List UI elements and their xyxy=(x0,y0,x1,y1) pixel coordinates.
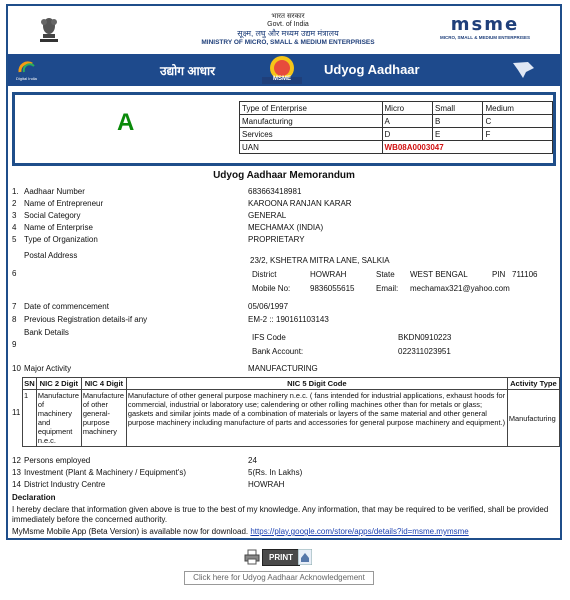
postal-label: Postal Address xyxy=(24,251,78,260)
enterprise-type-cell: A xyxy=(382,115,432,128)
nic-cell-nic5: Manufacture of other general purpose machinery n.e.c. ( fans intended for industrial applications, exhaust hoods for commercial, industrial or laboratory use; calendering or other rolling machines other than for metals or glass; gaskets and similar joints made of a combination of materials or layers of the same material and other general purpose machinery including manufacture of parts and accessories for general purpose machinery and equipment.) xyxy=(126,390,507,447)
field-label: Aadhaar Number xyxy=(24,187,85,196)
field-label: Social Category xyxy=(24,211,81,220)
district-value: HOWRAH xyxy=(310,270,347,279)
prev-reg-num: 8 xyxy=(12,315,17,324)
prev-reg-label: Previous Registration details-if any xyxy=(24,315,148,324)
field-num: 1. xyxy=(12,187,19,196)
mobile-value: 9836055615 xyxy=(310,284,355,293)
app-text: MyMsme Mobile App (Beta Version) is available now for download. xyxy=(12,527,249,536)
enterprise-type-row xyxy=(240,102,553,115)
field-num: 5 xyxy=(12,235,17,244)
ifs-label: IFS Code xyxy=(252,333,286,342)
declaration-title: Declaration xyxy=(12,493,56,502)
field-value: KAROONA RANJAN KARAR xyxy=(248,199,352,208)
prev-reg-value: EM-2 :: 190161103143 xyxy=(248,315,329,324)
district-label: District xyxy=(252,270,277,279)
print-button[interactable] xyxy=(244,547,300,567)
postal-line: 23/2, KSHETRA MITRA LANE, SALKIA xyxy=(250,256,390,265)
national-emblem-icon xyxy=(34,12,64,48)
pin-label: PIN xyxy=(492,270,506,279)
field-value: GENERAL xyxy=(248,211,287,220)
nic-cell-sn: 1 xyxy=(23,390,37,447)
msme-badge: MSME xyxy=(252,55,312,85)
bank-account-label: Bank Account: xyxy=(252,347,304,356)
app-store-link[interactable]: https://play.google.com/store/apps/details?id=msme.mymsme xyxy=(250,527,469,536)
enterprise-type-cell: Micro xyxy=(382,102,432,115)
enterprise-type-cell: B xyxy=(432,115,483,128)
enterprise-type-cell: Medium xyxy=(483,102,553,115)
investment-label: Investment (Plant & Machinery / Equipment's) xyxy=(24,468,187,477)
uan-value: WB08A0003047 xyxy=(382,141,552,154)
ministry-name: MINISTRY OF MICRO, SMALL & MEDIUM ENTERPRISES xyxy=(201,39,375,46)
enterprise-type-row xyxy=(240,128,553,141)
ifs-value: BKDN0910223 xyxy=(398,333,452,342)
investment-num: 13 xyxy=(12,468,21,477)
major-activity-num: 10 xyxy=(12,364,21,373)
msme-logo: msme MICRO, SMALL & MEDIUM ENTERPRISES xyxy=(430,14,540,40)
field-num: 4 xyxy=(12,223,17,232)
dic-value: HOWRAH xyxy=(248,480,285,489)
field-label: Name of Entrepreneur xyxy=(24,199,104,208)
email-value: mechamax321@yahoo.com xyxy=(410,284,510,293)
app-download-line xyxy=(12,527,469,536)
uan-label: UAN xyxy=(240,141,383,154)
enterprise-type-cell: Services xyxy=(240,128,383,141)
uan-row xyxy=(240,141,553,154)
digital-india-icon xyxy=(16,60,46,74)
home-icon[interactable] xyxy=(298,549,312,565)
commencement-label: Date of commencement xyxy=(24,302,109,311)
enterprise-type-cell: Manufacturing xyxy=(240,115,383,128)
investment-value: 5(Rs. In Lakhs) xyxy=(248,468,303,477)
msme-subtitle: MICRO, SMALL & MEDIUM ENTERPRISES xyxy=(440,35,530,40)
print-label: PRINT xyxy=(262,549,300,566)
bank-account-value: 022311023951 xyxy=(398,347,451,356)
india-map-icon xyxy=(508,60,538,80)
acknowledgement-button[interactable]: Click here for Udyog Aadhaar Acknowledgement xyxy=(184,571,374,585)
postal-num: 6 xyxy=(12,269,17,278)
field-num: 2 xyxy=(12,199,17,208)
dic-label: District Industry Centre xyxy=(24,480,106,489)
field-value: 683663418981 xyxy=(248,187,302,196)
field-value: PROPRIETARY xyxy=(248,235,305,244)
field-label: Name of Enterprise xyxy=(24,223,93,232)
field-value: MECHAMAX (INDIA) xyxy=(248,223,324,232)
memorandum-title: Udyog Aadhaar Memorandum xyxy=(213,170,355,181)
field-label: Type of Organization xyxy=(24,235,98,244)
commencement-value: 05/06/1997 xyxy=(248,302,289,311)
nic-header-cell: NIC 5 Digit Code xyxy=(126,378,507,390)
declaration-text: I hereby declare that information given above is true to the best of my knowledge. Any information, that may be required to be verified, shall be provided immediately before the concerned authority. xyxy=(12,505,549,524)
pin-value: 711106 xyxy=(512,270,538,279)
bank-num: 9 xyxy=(12,340,17,349)
hindi-govt-text: भारत सरकार xyxy=(271,13,305,20)
enterprise-type-cell: E xyxy=(432,128,483,141)
enterprise-type-cell: Type of Enterprise xyxy=(240,102,383,115)
enterprise-class-letter: A xyxy=(117,109,135,136)
nic-cell-nic4: Manufacture of other general-purpose machinery xyxy=(81,390,126,447)
nic-header-cell: NIC 2 Digit xyxy=(36,378,81,390)
state-value: WEST BENGAL xyxy=(410,270,468,279)
table-row xyxy=(23,390,560,447)
enterprise-type-cell: C xyxy=(483,115,553,128)
govt-of-india-text: Govt. of India xyxy=(267,21,309,28)
persons-num: 12 xyxy=(12,456,21,465)
nic-header-cell: NIC 4 Digit xyxy=(81,378,126,390)
state-label: State xyxy=(376,270,395,279)
enterprise-type-cell: F xyxy=(483,128,553,141)
banner-english-title: Udyog Aadhaar xyxy=(324,62,420,77)
email-label: Email: xyxy=(376,284,399,293)
nic-table xyxy=(22,377,560,447)
nic-header-cell: Activity Type xyxy=(507,378,559,390)
nic-header-cell: SN xyxy=(24,379,35,388)
mobile-label: Mobile No: xyxy=(252,284,291,293)
commencement-num: 7 xyxy=(12,302,17,311)
enterprise-type-table xyxy=(239,101,553,154)
nic-num: 11 xyxy=(12,408,21,417)
ministry-header xyxy=(8,6,560,54)
udyog-aadhaar-banner xyxy=(8,54,560,86)
nic-cell-nic2: Manufacture of machinery and equipment n.e.c. xyxy=(36,390,81,447)
hindi-ministry-text: सूक्ष्म, लघु और मध्यम उद्यम मंत्रालय xyxy=(237,29,339,38)
dic-num: 14 xyxy=(12,480,21,489)
enterprise-type-row xyxy=(240,115,553,128)
major-activity-label: Major Activity xyxy=(24,364,72,373)
enterprise-type-box xyxy=(12,92,556,166)
major-activity-value: MANUFACTURING xyxy=(248,364,318,373)
persons-value: 24 xyxy=(248,456,257,465)
enterprise-type-cell: Small xyxy=(432,102,483,115)
document-frame xyxy=(6,4,562,540)
nic-cell-activity: Manufacturing xyxy=(507,390,559,447)
field-num: 3 xyxy=(12,211,17,220)
enterprise-type-cell: D xyxy=(382,128,432,141)
printer-icon xyxy=(244,549,260,565)
banner-hindi-title: उद्योग आधार xyxy=(160,64,215,78)
digital-india-logo: Digital India xyxy=(16,60,46,78)
persons-label: Persons employed xyxy=(24,456,91,465)
bank-label: Bank Details xyxy=(24,328,69,337)
